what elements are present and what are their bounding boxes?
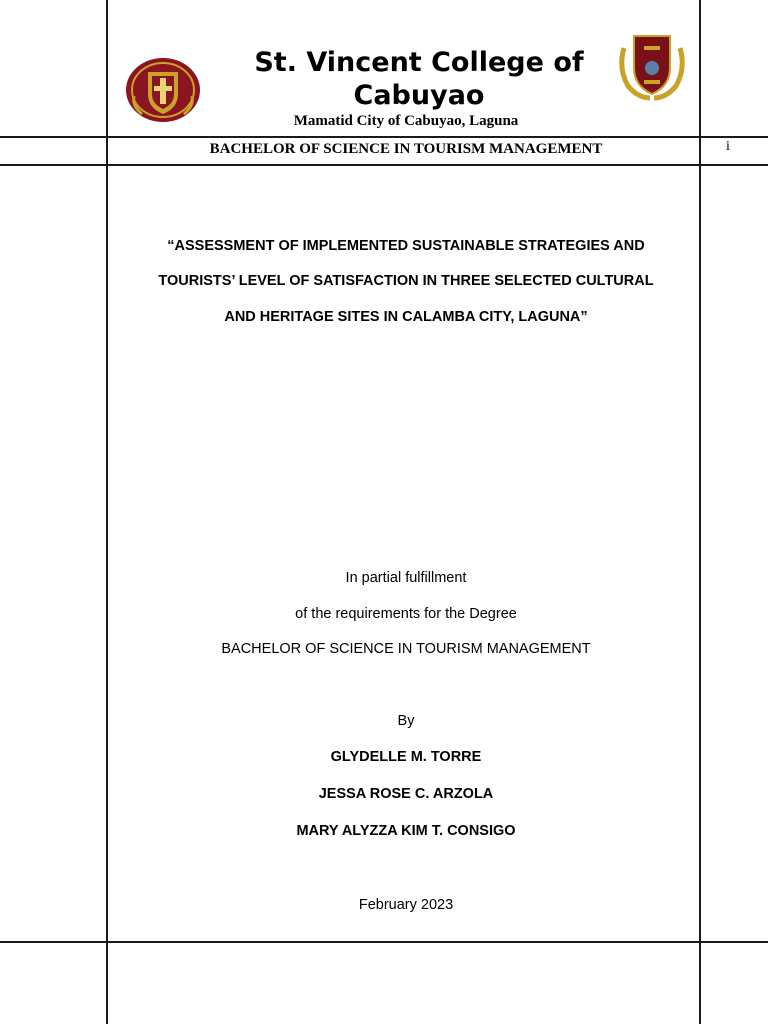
fulfillment-line-1: In partial fulfillment	[345, 570, 467, 586]
footer-rule	[0, 941, 768, 943]
college-name-line1: St. Vincent College of	[254, 47, 584, 78]
by-label: By	[397, 713, 415, 729]
degree-name: BACHELOR OF SCIENCE IN TOURISM MANAGEMENT	[221, 641, 591, 657]
header-bottom-rule	[0, 164, 768, 166]
submission-date: February 2023	[358, 897, 454, 913]
college-address: Mamatid City of Cabuyao, Laguna	[293, 113, 519, 129]
laurel-crest-icon	[614, 28, 690, 102]
fulfillment-line-2: of the requirements for the Degree	[295, 606, 517, 622]
author-name: JESSA ROSE C. ARZOLA	[318, 786, 494, 802]
college-name-line2: Cabuyao	[353, 80, 485, 111]
title-line-2: TOURISTS’ LEVEL OF SATISFACTION IN THREE SELECTED CULTURAL	[158, 273, 654, 289]
header-top-rule	[0, 136, 768, 138]
title-line-3: AND HERITAGE SITES IN CALAMBA CITY, LAGUNA”	[224, 309, 588, 325]
page-number: i	[726, 139, 730, 154]
author-name: MARY ALYZZA KIM T. CONSIGO	[296, 823, 516, 839]
header-program: BACHELOR OF SCIENCE IN TOURISM MANAGEMENT	[209, 141, 603, 157]
author-name: GLYDELLE M. TORRE	[330, 749, 482, 765]
title-line-1: “ASSESSMENT OF IMPLEMENTED SUSTAINABLE STRATEGIES AND	[167, 238, 645, 254]
